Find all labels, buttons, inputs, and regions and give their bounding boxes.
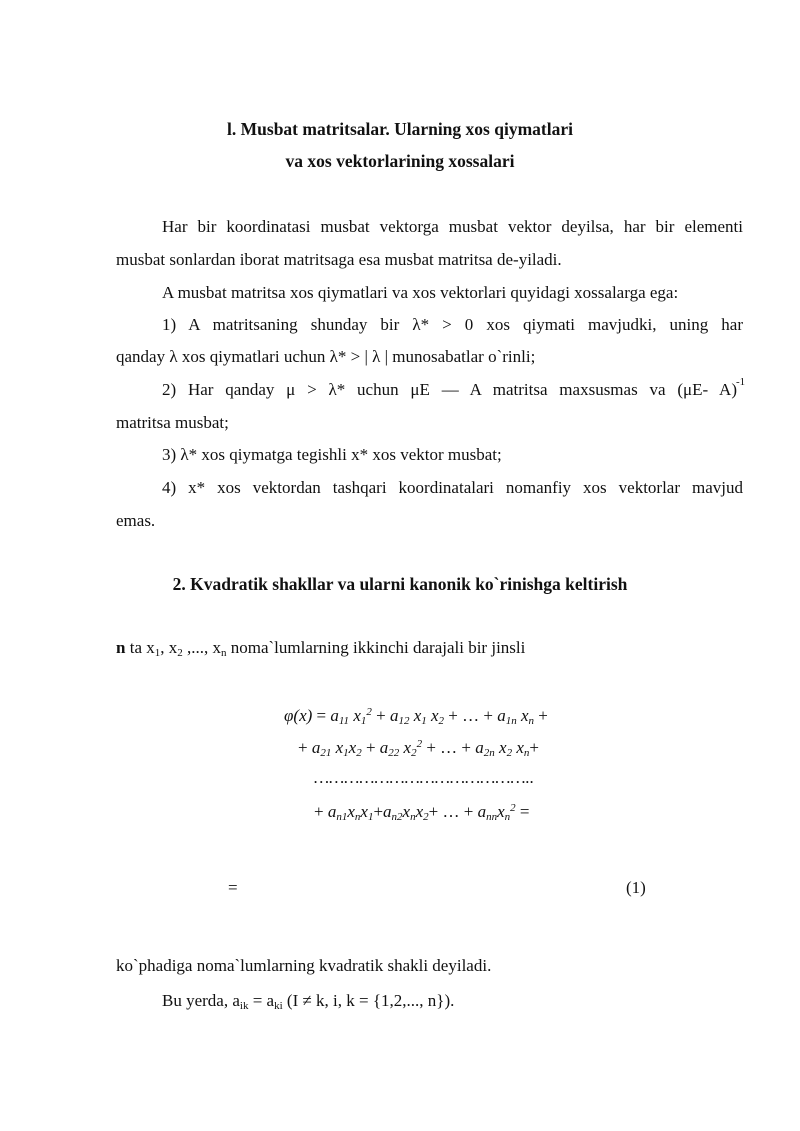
formula-line4: + $a_{n1}x_nx_1+a_{n2}x_nx_2+$ … + $a_{nn}x_n^2$ =	[314, 802, 530, 823]
quadratic-form-definition: ko`phadiga noma`lumlarning kvadratik shakli deyiladi.	[116, 956, 492, 975]
section1-title-line2: va xos vektorlarining xossalari	[285, 151, 515, 171]
property1-line2: qanday λ xos qiymatlari uchun λ* > | λ | munosabatlar o`rinli;	[116, 347, 536, 366]
property1-line1: 1) A matritsaning shunday bir λ* > 0 xos qiymati mavjudki, uning har	[162, 315, 743, 334]
property2-superscript: -1	[736, 376, 746, 388]
paragraph1-line2: musbat sonlardan iborat matritsaga esa musbat matritsa de-yiladi.	[116, 250, 562, 269]
section2-intro: n ta $x_1$, $x_2$ ,..., $x_n$ noma`lumlarning ikkinchi darajali bir jinsli	[116, 638, 526, 659]
paragraph1-line1: Har bir koordinatasi musbat vektorga musbat vektor deyilsa, har bir elementi	[162, 217, 743, 236]
symmetry-note-rest: (I ≠ k, i, k = {1,2,..., n}).	[282, 991, 455, 1010]
property3: 3) λ* xos qiymatga tegishli x* xos vektor musbat;	[162, 445, 502, 464]
equation-number: (1)	[626, 878, 646, 897]
property2-line2: matritsa musbat;	[116, 413, 229, 432]
intro-n: n	[116, 638, 126, 657]
property4-line1: 4) x* xos vektordan tashqari koordinatalari nomanfiy xos vektorlar mavjud	[162, 478, 743, 497]
intro-ta: ta x	[125, 638, 155, 657]
equation-equals: =	[228, 878, 238, 897]
property4-line2: emas.	[116, 511, 156, 530]
formula-line2: + $a_{21}$ $x_1x_2 + a_{22}$ $x_2^2$ + … + $a_{2n}$ $x_2$ $x_n+$	[298, 738, 539, 759]
formula-dots: ……………………………………..	[314, 768, 535, 787]
property2-line1: 2) Har qanday μ > λ* uchun μE — A matritsa maxsusmas va (μE- A)	[162, 380, 737, 399]
symmetry-note: Bu yerda, $a_{ik} = a_{ki}$ (I ≠ k, i, k = {1,2,..., n}).	[162, 991, 455, 1012]
section1-title-line1: l. Musbat matritsalar. Ularning xos qiymatlari	[227, 119, 573, 139]
section2-title: 2. Kvadratik shakllar va ularni kanonik ko`rinishga keltirish	[172, 574, 628, 594]
symmetry-note-start: Bu yerda, a	[162, 991, 240, 1010]
formula-line1: $\varphi(x) = a_{11}$ $x_1^2 + a_{12}$ $x_1$ $x_2$ + … + $a_{1n}$ $x_n$ +	[284, 706, 548, 727]
paragraph2: A musbat matritsa xos qiymatlari va xos vektorlari quyidagi xossalarga ega:	[162, 283, 679, 302]
intro-rest: noma`lumlarning ikkinchi darajali bir jinsli	[226, 638, 526, 657]
